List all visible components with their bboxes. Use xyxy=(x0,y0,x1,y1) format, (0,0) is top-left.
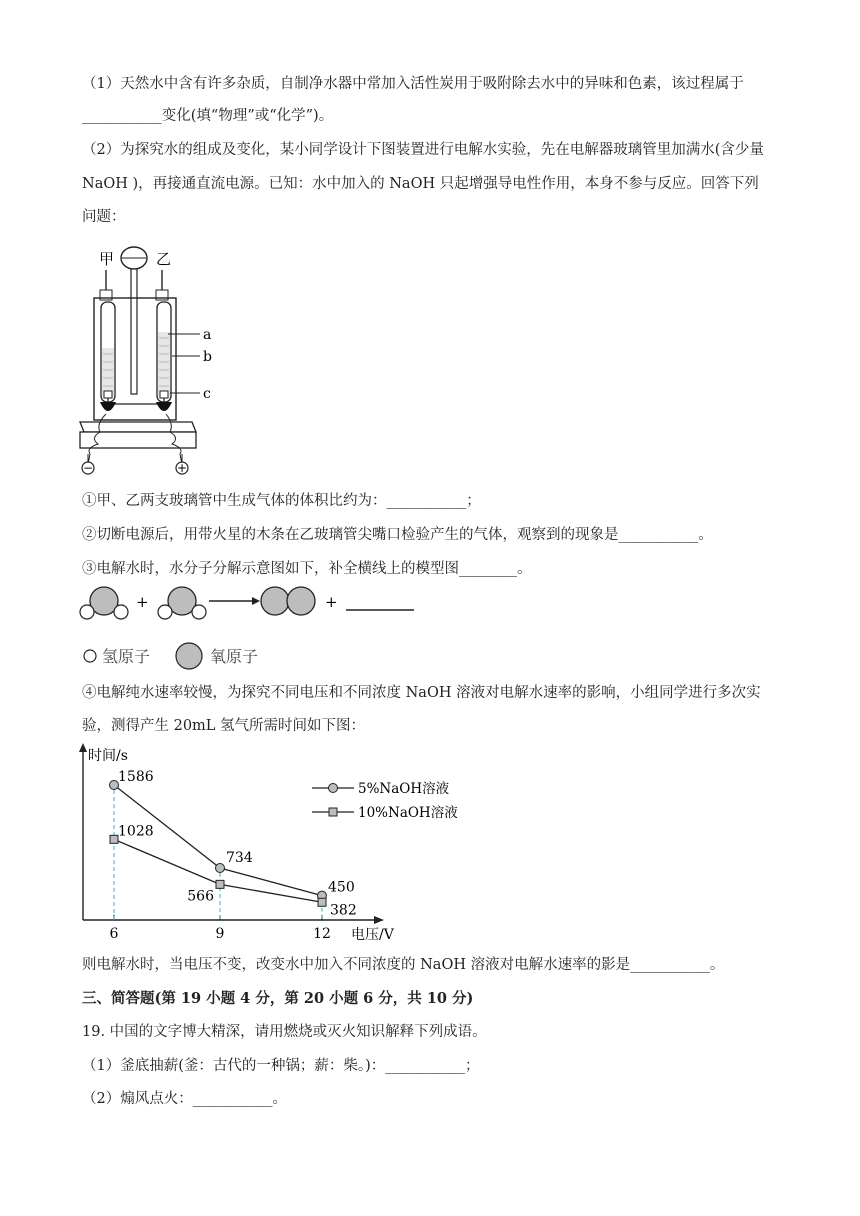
q18-part1-line2: ___________变化(填“物理”或“化学”)。 xyxy=(82,108,334,124)
x-tick-label-6: 6 xyxy=(109,926,119,942)
water-molecule-2 xyxy=(158,587,206,619)
base-top xyxy=(80,422,196,432)
point-5pct-9 xyxy=(216,863,225,872)
legend-label-5pct: 5%NaOH溶液 xyxy=(358,781,450,797)
x-tick-label-9: 9 xyxy=(215,926,225,942)
q18-part2-line1: （2）为探究水的组成及变化，某小同学设计下图装置进行电解水实验，先在电解器玻璃管里加满水(含少量 xyxy=(82,142,764,158)
data-label-10pct-6: 1028 xyxy=(118,823,154,840)
model-plus-2: + xyxy=(325,593,338,611)
y-axis-arrow xyxy=(79,743,87,752)
legend-hydrogen-icon xyxy=(84,650,96,662)
subq-2: ②切断电源后，用带火星的木条在乙玻璃管尖嘴口检验产生的气体，观察到的现象是___________。 xyxy=(82,527,713,543)
point-10pct-6 xyxy=(110,835,118,843)
legend-marker-10pct xyxy=(329,808,337,816)
conclusion-question: 则电解水时，当电压不变，改变水中加入不同浓度的 NaOH 溶液对电解水速率的影是___________。 xyxy=(82,957,725,973)
data-label-5pct-9: 734 xyxy=(226,849,253,866)
oxygen-molecule xyxy=(261,587,315,615)
minus-sign: − xyxy=(82,461,94,475)
data-label-10pct-9: 566 xyxy=(187,888,214,905)
point-10pct-9 xyxy=(216,880,224,888)
point-10pct-12 xyxy=(318,898,326,906)
water-decomposition-model xyxy=(76,580,436,675)
subq-1: ①甲、乙两支玻璃管中生成气体的体积比约为：___________； xyxy=(82,493,481,509)
data-label-5pct-6: 1586 xyxy=(118,769,154,785)
label-a: a xyxy=(203,327,212,343)
electrolysis-time-chart xyxy=(70,740,458,948)
chart-legend xyxy=(312,780,458,821)
legend-label-10pct: 10%NaOH溶液 xyxy=(358,805,458,821)
electrode-left xyxy=(104,391,112,398)
x-axis-arrow xyxy=(374,916,384,924)
q19-prompt: 19. 中国的文字博大精深，请用燃烧或灭火知识解释下列成语。 xyxy=(82,1024,487,1040)
funnel-stem xyxy=(131,269,137,394)
data-label-5pct-12: 450 xyxy=(328,879,355,896)
subq-3: ③电解水时，水分子分解示意图如下，补全横线上的模型图________。 xyxy=(82,561,532,577)
legend-oxygen-icon xyxy=(176,643,202,669)
label-yi: 乙 xyxy=(156,250,172,268)
model-plus-1: + xyxy=(136,593,149,611)
stopper-left xyxy=(100,402,116,411)
y-axis-label: 时间/s xyxy=(88,748,128,764)
data-label-10pct-12: 382 xyxy=(330,902,357,919)
plus-sign: + xyxy=(176,461,188,475)
subq-4-line2: 验，测得产生 20mL 氢气所需时间如下图： xyxy=(82,718,366,734)
legend-marker-5pct xyxy=(329,784,338,793)
section-3-title: 三、简答题(第 19 小题 4 分，第 20 小题 6 分，共 10 分) xyxy=(82,990,474,1007)
legend-oxygen: 氧原子 xyxy=(210,647,259,666)
q18-part2-line3: 问题： xyxy=(82,209,126,225)
q19-part1: （1）釜底抽薪(釜：古代的一种锅；薪：柴。)：___________； xyxy=(82,1058,480,1074)
subq-4-line1: ④电解纯水速率较慢，为探究不同电压和不同浓度 NaOH 溶液对电解水速率的影响，小组同学进行多次实 xyxy=(82,685,761,701)
x-tick-label-12: 12 xyxy=(313,926,331,942)
water-molecule-1 xyxy=(80,587,128,619)
label-jia: 甲 xyxy=(99,250,115,268)
label-c: c xyxy=(203,386,211,402)
water-yi xyxy=(158,332,170,398)
legend-hydrogen: 氢原子 xyxy=(102,647,151,666)
q18-part1-line1: （1）天然水中含有许多杂质，自制净水器中常加入活性炭用于吸附除去水中的异味和色素，该过程属于 xyxy=(82,76,744,92)
q19-part2: （2）煽风点火：___________。 xyxy=(82,1091,287,1107)
label-b: b xyxy=(203,349,212,365)
stopper-right xyxy=(156,402,172,411)
q18-part2-line2: NaOH )，再接通直流电源。已知：水中加入的 NaOH 只起增强导电性作用，本身不参与反应。回答下列 xyxy=(82,176,759,192)
series-line-5pct xyxy=(114,785,322,896)
electrolysis-apparatus-figure xyxy=(76,236,226,481)
x-axis-label: 电压/V xyxy=(351,927,394,943)
electrode-right xyxy=(160,391,168,398)
